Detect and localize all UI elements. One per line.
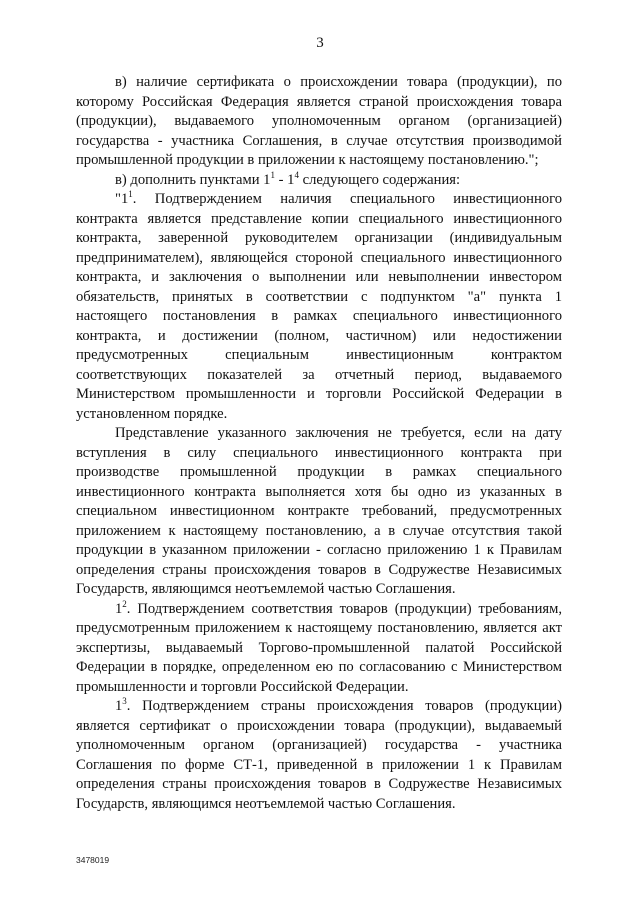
document-code: 3478019 <box>76 855 110 865</box>
text-run: 1 <box>115 698 123 714</box>
text-run: следующего содержания: <box>298 171 461 188</box>
paragraph-item-v-certificate <box>76 73 562 171</box>
paragraph-point-1-1 <box>76 190 562 424</box>
paragraph-conclusion-not-required <box>76 424 562 600</box>
text-run: Представление указанного заключения не требуется, если на дату вступления в силу специального инвестиционного контракта при производстве промышленной продукции в рамках специального инвестиционного контракта выполняется хотя бы одно из указанных в специальном инвестиционном контракте требований, предусмотренных приложением к настоящему постановлению, а в случае отсутствия такой продукции в указанном приложении - согласно приложению 1 к Правилам определения страны происхождения товаров в Содружестве Независимых Государств, являющимся неотъемлемой частью Соглашения. <box>76 425 562 597</box>
superscript: 2 <box>122 598 127 609</box>
text-run: "1 <box>115 191 129 207</box>
paragraph-item-v-supplement <box>76 171 562 191</box>
document-body <box>76 73 562 814</box>
paragraph-point-1-3 <box>76 697 562 814</box>
superscript: 3 <box>122 696 127 706</box>
text-run: в) наличие сертификата о происхождении товара (продукции), по которому Российская Федерация является страной происхождения товара (продукции), выдаваемого уполномоченным органом (организацией) государства - участника Соглашения, в случае отсутствия производимой промышленной продукции в приложении к настоящему постановлению."; <box>76 74 562 168</box>
page-number: 3 <box>316 35 324 51</box>
text-run: 1 <box>115 600 123 617</box>
superscript: 4 <box>294 169 299 180</box>
paragraph-point-1-2 <box>76 600 562 698</box>
superscript: 1 <box>128 189 133 199</box>
text-run: . Подтверждением соответствия товаров (продукции) требованиям, предусмотренным приложением к настоящему постановлению, является акт экспертизы, выдаваемый Торгово-промышленной палатой Российской Федерации в порядке, определенном ею по согласованию с Министерством промышленности и торговли Российской Федерации. <box>76 600 562 695</box>
text-run: . Подтверждением страны происхождения товаров (продукции) является сертификат о происхождении товара (продукции), выдаваемый уполномоченным органом (организацией) государства - участника Соглашения по форме СТ-1, приведенной в приложении 1 к Правилам определения страны происхождения товаров в Содружестве Независимых Государств, являющимся неотъемлемой частью Соглашения. <box>76 698 562 812</box>
superscript: 1 <box>270 169 275 180</box>
text-run: - 1 <box>274 171 295 188</box>
text-run: . Подтверждением наличия специального инвестиционного контракта является представление копии специального инвестиционного контракта, заверенной руководителем организации (индивидуальным предпринимателем), являющейся стороной специального инвестиционного контракта, и заключения о выполнении или невыполнении инвестором обязательств, принятых в соответствии с подпунктом "а" пункта 1 настоящего постановления в рамках специального инвестиционного контракта, и достижении (полном, частичном) или недостижении предусмотренных специальным инвестиционным контрактом соответствующих показателей за отчетный период, выдаваемого Министерством промышленности и торговли Российской Федерации в установленном порядке. <box>76 191 562 422</box>
text-run: в) дополнить пунктами 1 <box>115 171 271 188</box>
